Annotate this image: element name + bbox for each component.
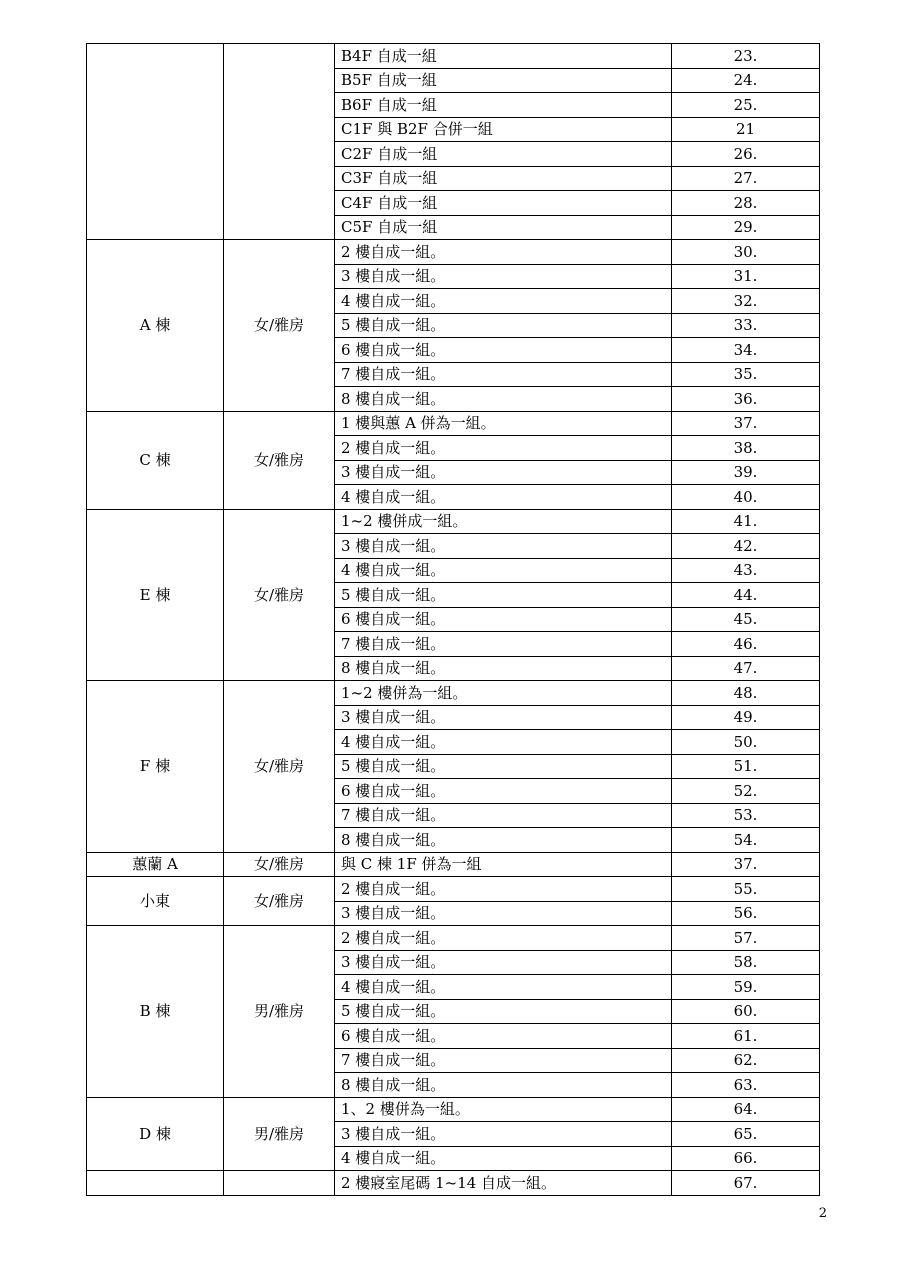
group-number-cell: 45. (672, 607, 820, 632)
group-number-cell: 29. (672, 215, 820, 240)
group-description-cell: B5F 自成一組 (335, 68, 672, 93)
group-description-cell: 7 樓自成一組。 (335, 362, 672, 387)
group-number-cell: 38. (672, 436, 820, 461)
group-number-cell: 53. (672, 803, 820, 828)
group-number-cell: 37. (672, 852, 820, 877)
group-number-cell: 42. (672, 534, 820, 559)
table-row (87, 926, 820, 951)
table-row (87, 1171, 820, 1196)
group-description-cell: 1、2 樓併為一組。 (335, 1097, 672, 1122)
group-description-cell: B4F 自成一組 (335, 44, 672, 69)
group-description-cell: 3 樓自成一組。 (335, 534, 672, 559)
group-description-cell: 8 樓自成一組。 (335, 656, 672, 681)
group-description-cell: 7 樓自成一組。 (335, 632, 672, 657)
group-description-cell: 7 樓自成一組。 (335, 1048, 672, 1073)
group-description-cell: 2 樓自成一組。 (335, 926, 672, 951)
group-description-cell: 2 樓自成一組。 (335, 877, 672, 902)
group-number-cell: 43. (672, 558, 820, 583)
table-row (87, 681, 820, 706)
building-cell: 小東 (87, 877, 224, 926)
group-description-cell: 與 C 棟 1F 併為一組 (335, 852, 672, 877)
group-number-cell: 36. (672, 387, 820, 412)
room-type-cell: 男/雅房 (224, 1097, 335, 1171)
group-number-cell: 50. (672, 730, 820, 755)
group-number-cell: 39. (672, 460, 820, 485)
room-type-cell: 女/雅房 (224, 509, 335, 681)
group-description-cell: 1 樓與蕙 A 併為一組。 (335, 411, 672, 436)
group-description-cell: 2 樓自成一組。 (335, 240, 672, 265)
building-cell: A 棟 (87, 240, 224, 412)
group-number-cell: 25. (672, 93, 820, 118)
room-type-cell (224, 1171, 335, 1196)
building-cell (87, 1171, 224, 1196)
group-description-cell: 5 樓自成一組。 (335, 754, 672, 779)
group-number-cell: 56. (672, 901, 820, 926)
group-number-cell: 55. (672, 877, 820, 902)
group-description-cell: 6 樓自成一組。 (335, 1024, 672, 1049)
group-description-cell: 4 樓自成一組。 (335, 730, 672, 755)
group-number-cell: 31. (672, 264, 820, 289)
group-description-cell: 8 樓自成一組。 (335, 828, 672, 853)
group-number-cell: 52. (672, 779, 820, 804)
group-number-cell: 58. (672, 950, 820, 975)
room-type-cell: 女/雅房 (224, 411, 335, 509)
group-number-cell: 47. (672, 656, 820, 681)
group-number-cell: 40. (672, 485, 820, 510)
group-description-cell: 3 樓自成一組。 (335, 264, 672, 289)
group-description-cell: 6 樓自成一組。 (335, 779, 672, 804)
group-number-cell: 49. (672, 705, 820, 730)
group-description-cell: C4F 自成一組 (335, 191, 672, 216)
room-type-cell: 女/雅房 (224, 240, 335, 412)
group-number-cell: 34. (672, 338, 820, 363)
group-number-cell: 28. (672, 191, 820, 216)
group-description-cell: 2 樓自成一組。 (335, 436, 672, 461)
group-number-cell: 61. (672, 1024, 820, 1049)
table-row (87, 1097, 820, 1122)
group-number-cell: 37. (672, 411, 820, 436)
group-number-cell: 57. (672, 926, 820, 951)
room-type-cell: 男/雅房 (224, 926, 335, 1098)
group-description-cell: C1F 與 B2F 合併一組 (335, 117, 672, 142)
page-number: 2 (818, 1206, 827, 1221)
group-description-cell: 1~2 樓併成一組。 (335, 509, 672, 534)
building-cell (87, 44, 224, 240)
group-description-cell: 5 樓自成一組。 (335, 999, 672, 1024)
group-number-cell: 30. (672, 240, 820, 265)
group-description-cell: 1~2 樓併為一組。 (335, 681, 672, 706)
dorm-group-table (86, 43, 820, 1196)
group-description-cell: B6F 自成一組 (335, 93, 672, 118)
table-row (87, 852, 820, 877)
group-description-cell: 5 樓自成一組。 (335, 313, 672, 338)
table-row (87, 240, 820, 265)
group-description-cell: C3F 自成一組 (335, 166, 672, 191)
group-description-cell: C2F 自成一組 (335, 142, 672, 167)
group-number-cell: 48. (672, 681, 820, 706)
table-row (87, 411, 820, 436)
building-cell: 蕙蘭 A (87, 852, 224, 877)
group-number-cell: 54. (672, 828, 820, 853)
group-number-cell: 51. (672, 754, 820, 779)
room-type-cell: 女/雅房 (224, 852, 335, 877)
group-description-cell: 3 樓自成一組。 (335, 460, 672, 485)
table-row (87, 509, 820, 534)
group-number-cell: 62. (672, 1048, 820, 1073)
group-number-cell: 27. (672, 166, 820, 191)
group-number-cell: 26. (672, 142, 820, 167)
table-row (87, 877, 820, 902)
group-description-cell: 3 樓自成一組。 (335, 901, 672, 926)
group-description-cell: 4 樓自成一組。 (335, 558, 672, 583)
group-number-cell: 46. (672, 632, 820, 657)
group-number-cell: 21 (672, 117, 820, 142)
group-number-cell: 32. (672, 289, 820, 314)
group-description-cell: C5F 自成一組 (335, 215, 672, 240)
building-cell: B 棟 (87, 926, 224, 1098)
group-description-cell: 4 樓自成一組。 (335, 975, 672, 1000)
group-description-cell: 5 樓自成一組。 (335, 583, 672, 608)
group-description-cell: 7 樓自成一組。 (335, 803, 672, 828)
building-cell: F 棟 (87, 681, 224, 853)
group-number-cell: 59. (672, 975, 820, 1000)
group-number-cell: 63. (672, 1073, 820, 1098)
group-number-cell: 24. (672, 68, 820, 93)
room-type-cell: 女/雅房 (224, 877, 335, 926)
group-description-cell: 6 樓自成一組。 (335, 338, 672, 363)
building-cell: E 棟 (87, 509, 224, 681)
table-row (87, 44, 820, 69)
group-description-cell: 2 樓寢室尾碼 1~14 自成一組。 (335, 1171, 672, 1196)
group-description-cell: 8 樓自成一組。 (335, 387, 672, 412)
group-description-cell: 8 樓自成一組。 (335, 1073, 672, 1098)
building-cell: D 棟 (87, 1097, 224, 1171)
group-number-cell: 41. (672, 509, 820, 534)
group-description-cell: 3 樓自成一組。 (335, 1122, 672, 1147)
group-description-cell: 3 樓自成一組。 (335, 705, 672, 730)
group-number-cell: 33. (672, 313, 820, 338)
building-cell: C 棟 (87, 411, 224, 509)
group-description-cell: 3 樓自成一組。 (335, 950, 672, 975)
room-type-cell (224, 44, 335, 240)
group-description-cell: 4 樓自成一組。 (335, 485, 672, 510)
group-number-cell: 35. (672, 362, 820, 387)
group-number-cell: 65. (672, 1122, 820, 1147)
group-number-cell: 67. (672, 1171, 820, 1196)
room-type-cell: 女/雅房 (224, 681, 335, 853)
group-number-cell: 66. (672, 1146, 820, 1171)
table-body (87, 44, 820, 1196)
group-description-cell: 4 樓自成一組。 (335, 1146, 672, 1171)
group-number-cell: 44. (672, 583, 820, 608)
group-number-cell: 60. (672, 999, 820, 1024)
group-number-cell: 64. (672, 1097, 820, 1122)
group-description-cell: 6 樓自成一組。 (335, 607, 672, 632)
group-number-cell: 23. (672, 44, 820, 69)
group-description-cell: 4 樓自成一組。 (335, 289, 672, 314)
